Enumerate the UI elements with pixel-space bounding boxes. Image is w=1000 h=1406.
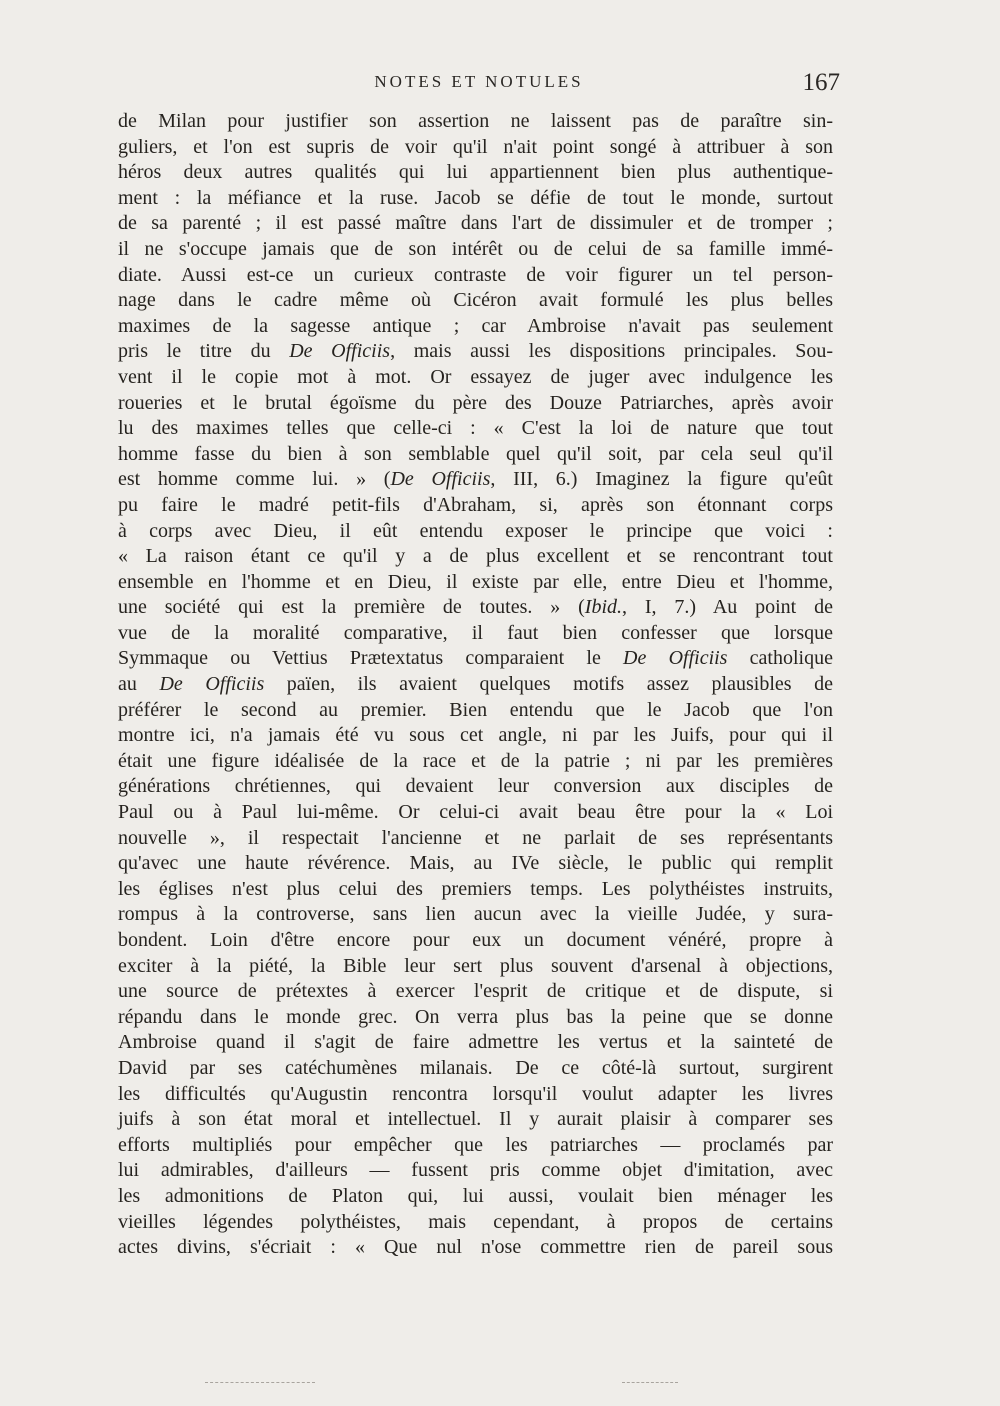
text-line: montre ici, n'a jamais été vu sous cet angle, ni par les Juifs, pour qui il [118, 724, 833, 747]
text-line: pu faire le madré petit-fils d'Abraham, si, après son étonnant corps [118, 493, 833, 516]
text-line: vieilles légendes polythéistes, mais cependant, à propos de certains [118, 1210, 833, 1233]
text-line: Paul ou à Paul lui-même. Or celui-ci avait beau être pour la « Loi [118, 801, 833, 824]
text-line: nage dans le cadre même où Cicéron avait formulé les plus belles [118, 289, 833, 312]
footer-rule-left [205, 1382, 315, 1384]
text-line: héros deux autres qualités qui lui appartiennent bien plus authentique- [118, 161, 833, 184]
text-line: « La raison étant ce qu'il y a de plus excellent et se rencontrant tout [118, 545, 833, 568]
text-line: au De Officiis païen, ils avaient quelques motifs assez plausibles de [118, 673, 833, 696]
text-line: diate. Aussi est-ce un curieux contraste de voir figurer un tel person- [118, 263, 833, 286]
text-line: vent il le copie mot à mot. Or essayez de juger avec indulgence les [118, 365, 833, 388]
text-line: vue de la moralité comparative, il faut bien confesser que lorsque [118, 621, 833, 644]
text-line: pris le titre du De Officiis, mais aussi les dispositions principales. Sou- [118, 340, 833, 363]
text-line: de Milan pour justifier son assertion ne laissent pas de paraître sin- [118, 110, 833, 132]
text-line: à corps avec Dieu, il eût entendu exposer le principe que voici : [118, 519, 833, 542]
text-line: les difficultés qu'Augustin rencontra lorsqu'il voulut adapter les livres [118, 1082, 833, 1105]
text-line: bondent. Loin d'être encore pour eux un document vénéré, propre à [118, 929, 833, 951]
text-line: David par ses catéchumènes milanais. De ce côté-là surtout, surgirent [118, 1056, 833, 1079]
text-line: une société qui est la première de toutes. » (Ibid., I, 7.) Au point de [118, 596, 833, 619]
text-line: les églises n'est plus celui des premiers temps. Les polythéistes instruits, [118, 877, 833, 900]
page-number: 167 [802, 69, 840, 96]
text-line: les admonitions de Platon qui, lui aussi, voulait bien ménager les [118, 1184, 833, 1207]
text-line: Ambroise quand il s'agit de faire admettre les vertus et la sainteté de [118, 1031, 833, 1054]
text-line: exciter à la piété, la Bible leur sert plus souvent d'arsenal à objections, [118, 954, 833, 977]
text-line: lui admirables, d'ailleurs — fussent pris comme objet d'imitation, avec [118, 1159, 833, 1182]
text-line: préférer le second au premier. Bien entendu que le Jacob que l'on [118, 698, 833, 721]
text-line: juifs à son état moral et intellectuel. Il y aurait plaisir à comparer ses [118, 1108, 833, 1131]
text-line: est homme comme lui. » (De Officiis, III, 6.) Imaginez la figure qu'eût [118, 468, 833, 491]
text-line: répandu dans le monde grec. On verra plus bas la peine que se donne [118, 1005, 833, 1028]
running-title: NOTES ET NOTULES [374, 72, 584, 91]
text-line: une source de prétextes à exercer l'esprit de critique et de dispute, si [118, 980, 833, 1003]
text-line: de sa parenté ; il est passé maître dans l'art de dissimuler et de tromper ; [118, 212, 833, 235]
text-line: nouvelle », il respectait l'ancienne et ne parlait de ses représentants [118, 826, 833, 849]
text-line: rompus à la controverse, sans lien aucun avec la vieille Judée, y sura- [118, 903, 833, 926]
text-line: était une figure idéalisée de la race et de la patrie ; ni par les premières [118, 749, 833, 772]
text-line: ment : la méfiance et la ruse. Jacob se défie de tout le monde, surtout [118, 186, 833, 209]
text-line: actes divins, s'écriait : « Que nul n'ose commettre rien de pareil sous [118, 1236, 833, 1259]
text-line: générations chrétiennes, qui devaient leur conversion aux disciples de [118, 775, 833, 798]
text-line: qu'avec une haute révérence. Mais, au IVe siècle, le public qui remplit [118, 852, 833, 875]
text-line: roueries et le brutal égoïsme du père des Douze Patriarches, après avoir [118, 391, 833, 414]
text-line: ensemble en l'homme et en Dieu, il existe par elle, entre Dieu et l'homme, [118, 570, 833, 593]
body-text [118, 109, 833, 1261]
text-line: efforts multipliés pour empêcher que les patriarches — proclamés par [118, 1133, 833, 1156]
text-line: guliers, et l'on est supris de voir qu'il n'ait point songé à attribuer à son [118, 135, 833, 158]
text-line: il ne s'occupe jamais que de son intérêt ou de celui de sa famille immé- [118, 237, 833, 260]
text-line: homme fasse du bien à son semblable quel qu'il soit, par cela seul qu'il [118, 442, 833, 465]
text-line: maximes de la sagesse antique ; car Ambroise n'avait pas seulement [118, 314, 833, 337]
text-line: Symmaque ou Vettius Prætextatus comparaient le De Officiis catholique [118, 647, 833, 670]
footer-rule-right [622, 1382, 678, 1384]
page-header [118, 69, 840, 102]
text-line: lu des maximes telles que celle-ci : « C'est la loi de nature que tout [118, 417, 833, 440]
